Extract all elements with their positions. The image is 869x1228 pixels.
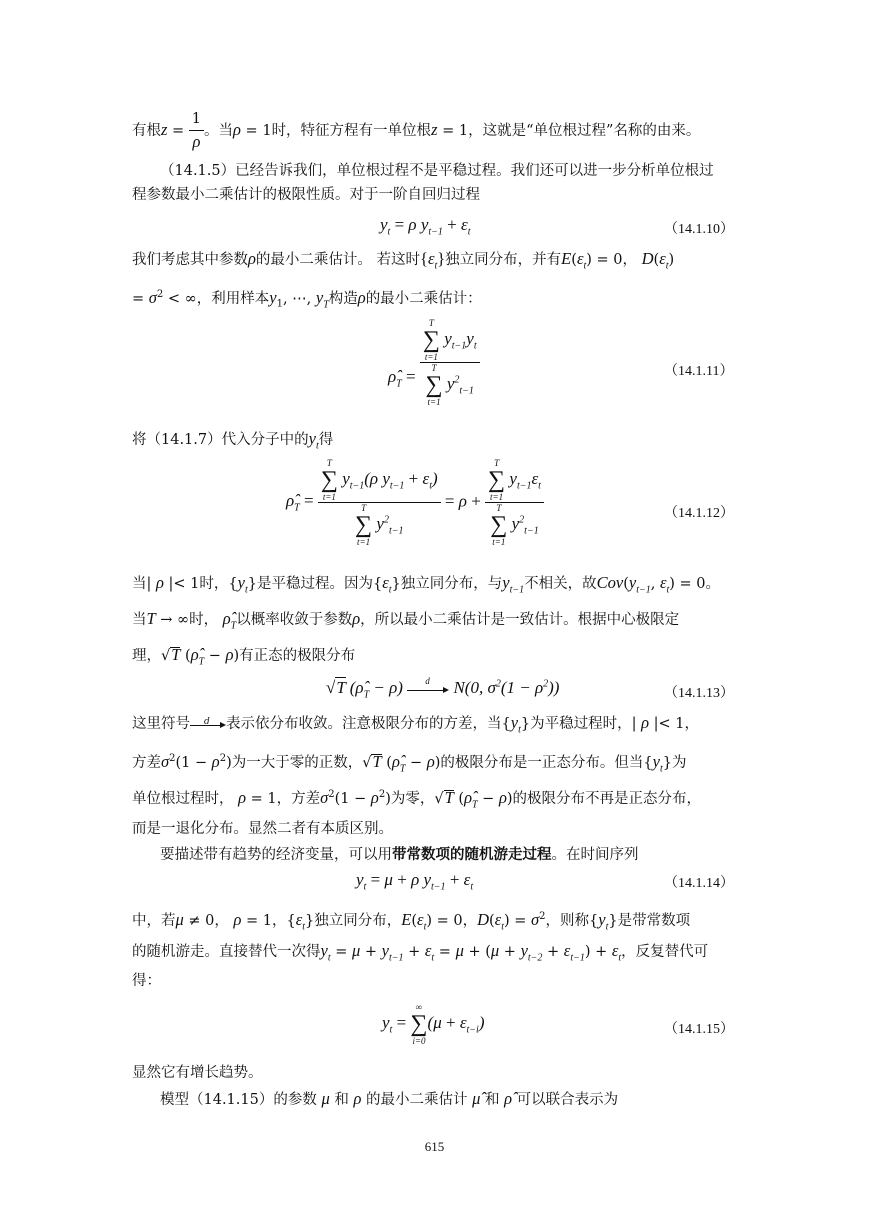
text-run: ，所以最小二乘估计是一致估计。根据中心极限定 (360, 612, 680, 628)
paragraph-line: 方差$\sigma^2(1 - \rho^2)$为一大于零的正数，√T $(\rhô_T - \rho)$的极限分布是一正态分布。但当$\{y_t\}$为 (132, 751, 687, 775)
text-run: 是平稳过程。因为 (256, 576, 373, 592)
paragraph-line: 我们考虑其中参数ρ的最小二乘估计。 若这时$\{\varepsilon_t\}$独立同分布，并有$E(\varepsilon_t) = 0$， $D(\varepsilon_t)$ (132, 249, 675, 272)
paragraph-line: 单位根过程时， ρ = 1，方差$\sigma^2(1 - \rho^2)$为零，√T $(\rhô_T - \rho)$的极限分布不再是正态分布， (132, 787, 702, 811)
page-number: 615 (424, 1139, 445, 1154)
equation-number: （14.1.15） (664, 1022, 734, 1037)
equation: $\rhô_T$ = T ∑ t=1 $y_{t-1}(\rho$ $y_{t-1} + \varepsilon_t$) T ∑ t=1 $y^2_{t-1}$ = ρ + T ∑ t=1 $y_{t-1}\varepsilon_t$ T ∑ t=1 $y^2_{t-1}$ (286, 458, 544, 547)
fraction: T ∑ t=1 $y_{t-1}\varepsilon_t$ T ∑ t=1 $y^2_{t-1}$ (485, 458, 544, 547)
text-run: ， (272, 912, 287, 929)
text-run: ，利用样本 (196, 290, 270, 307)
text-run: 时， (189, 612, 219, 628)
fraction: T ∑ t=1 $y_{t-1}(\rho$ $y_{t-1} + \varepsilon_t$) T ∑ t=1 $y^2_{t-1}$ (318, 458, 441, 547)
paragraph-line: 理，√T $(\rhô_T - \rho)$有正态的极限分布 (132, 645, 356, 668)
text-run: 有正态的极限分布 (239, 648, 356, 664)
text-run: 。在时间序列 (551, 847, 639, 863)
text-run: 不相关，故 (524, 576, 597, 592)
text-run: ，这就是“单位根过程”名称的由来。 (468, 123, 701, 139)
text-run: 独立同分布，并有 (445, 252, 562, 268)
text-run: 是带常数项 (617, 912, 691, 929)
convergence-arrow: d (190, 719, 226, 729)
paragraph-line: 这里符号 d 表示依分布收敛。注意极限分布的方差，当$\{y_t\}$为平稳过程时，| ρ |< 1， (132, 713, 699, 736)
text-run: 独立同分布，与 (400, 576, 503, 592)
equation-number: （14.1.14） (664, 876, 734, 891)
paragraph-line (160, 844, 768, 866)
fraction: $\frac{1}{\rho}$ (189, 108, 204, 154)
text-run: 时，特征方程有一单位根 (271, 123, 432, 139)
equation-number: （14.1.10） (664, 222, 734, 237)
text-run: 将（14.1.7）代入分子中的 (132, 432, 309, 448)
text-run: 当 (132, 576, 147, 592)
paragraph-line: 的随机游走。直接替代一次得$y_t = \mu + y_{t-1} + \varepsilon_t = \mu + (\mu + y_{t-2} + \varepsilon_{t-1}) + \varepsilon_t$，反复替代可 (132, 941, 709, 964)
text-run: ，反复替代可 (621, 944, 709, 960)
text-run: 这里符号 (132, 716, 190, 732)
text-run: 的随机游走。直接替代一次得 (132, 944, 321, 960)
convergence-arrow: d (407, 684, 449, 694)
text-run: ， (462, 912, 478, 929)
text-run: ， (214, 912, 229, 929)
paragraph-line: 显然它有增长趋势。 (132, 1065, 263, 1081)
equation: $y_t = \mu + \rho$ $y_{t-1} + \varepsilon_t$ (356, 870, 474, 893)
text-run: 可以联合表示为 (516, 1092, 619, 1108)
text-run: 当 (132, 612, 147, 628)
paragraph-line: （14.1.5）已经告诉我们，单位根过程不是平稳过程。我们还可以进一步分析单位根过 (160, 163, 714, 179)
text-run: 的最小二乘估计： (365, 290, 482, 307)
equation-number: （14.1.12） (664, 506, 734, 521)
text-run: 我们考虑其中参数 (132, 252, 248, 268)
text-run: ，则称 (545, 912, 590, 929)
text-run: 为 (671, 754, 687, 771)
equation: $y_t$ = ∞ ∑ i=0 $(\mu + \varepsilon_{t-i})$ (382, 1002, 485, 1046)
text-run: 的最小二乘估计。 若这时 (255, 252, 421, 268)
text-run: 为零， (390, 790, 435, 807)
paragraph-line: 而是一退化分布。显然二者有本质区别。 (132, 821, 393, 837)
paragraph-line: 当| ρ |< 1时，$\{y_t\}$是平稳过程。因为$\{\varepsilon_t\}$独立同分布，与$y_{t-1}$不相关，故$Cov(y_{t-1}$, $\varepsilon_t) = 0$。 (132, 573, 720, 596)
text-run: ， (684, 716, 699, 732)
text-run: 的极限分布不再是正态分布， (512, 790, 702, 807)
text-run: 的最小二乘估计 (366, 1092, 468, 1108)
text-run: 时， (199, 576, 229, 592)
text-run: 中，若 (132, 912, 176, 929)
text-run: 方差 (132, 754, 161, 771)
paragraph-line: = $\sigma^2$ < ∞，利用样本$y_1$, ⋯, $y_T$构造ρ的最小二乘估计： (132, 287, 482, 311)
text-run: 独立同分布， (314, 912, 402, 929)
text-run: 的极限分布是一正态分布。但当 (440, 754, 644, 771)
paragraph-line: 得： (132, 973, 161, 989)
text-run: 。当 (204, 123, 234, 139)
fraction: T ∑ t=1 $y_{t-1}y_t$ T ∑ t=1 $y^2_{t-1}$ (420, 318, 480, 407)
text-run: ， (622, 252, 637, 268)
equation: √T $(\rhô_T - \rho)$ d N(0, $\sigma^2(1 - \rho^2)$) (326, 676, 560, 701)
text-run: 模型（14.1.15）的参数 (160, 1092, 317, 1108)
text-run: 得 (318, 432, 334, 448)
text-run: 单位根过程时， (132, 790, 234, 807)
text-run: 为一大于零的正数， (231, 754, 363, 771)
paragraph-line: 程参数最小二乘估计的极限性质。对于一阶自回归过程 (132, 187, 480, 203)
text-run: 以概率收敛于参数 (236, 612, 353, 628)
text-run: 。 (705, 576, 720, 592)
bold-term: 带常数项的随机游走过程 (392, 846, 552, 863)
equation: $y_t = \rho$ $y_{t-1} + \varepsilon_t$ (380, 215, 471, 238)
paragraph-line: 当T → ∞时， $\rhô_T$以概率收敛于参数ρ，所以最小二乘估计是一致估计。根据中心极限定 (132, 609, 680, 632)
equation-number: （14.1.11） (664, 364, 734, 379)
equation: $\rhô_T$ = T ∑ t=1 $y_{t-1}y_t$ T ∑ t=1 $y^2_{t-1}$ (388, 318, 480, 407)
equation-number: （14.1.13） (664, 686, 734, 701)
text-run: ，方差 (276, 790, 321, 807)
text-run: 构造 (328, 290, 358, 307)
paragraph-line: 中，若μ ≠ 0， ρ = 1，$\{\varepsilon_t\}$独立同分布，$E(\varepsilon_t) = 0$，$D(\varepsilon_t) = \sigma^2$，则称$\{y_t\}$是带常数项 (132, 909, 691, 933)
paragraph-line: 有根z = $\frac{1}{\rho}$ 。当ρ = 1时，特征方程有一单位根z = 1，这就是“单位根过程”名称的由来。 (132, 108, 740, 154)
text-run: 要描述带有趋势的经济变量，可以用 (160, 847, 392, 863)
text-run: 为平稳过程时， (530, 716, 632, 732)
text-run: 理， (132, 648, 161, 664)
text-run: 表示依分布收敛。注意极限分布的方差，当 (226, 716, 502, 732)
text-run: 和 (334, 1092, 349, 1108)
paragraph-line: 模型（14.1.15）的参数 μ 和 ρ 的最小二乘估计 μ̂ 和 ρ̂ 可以联合表示为 (160, 1089, 619, 1108)
text-run: 和 (485, 1092, 500, 1108)
text-run: 有根 (132, 123, 161, 139)
paragraph-line: 将（14.1.7）代入分子中的$y_t$得 (132, 429, 334, 452)
